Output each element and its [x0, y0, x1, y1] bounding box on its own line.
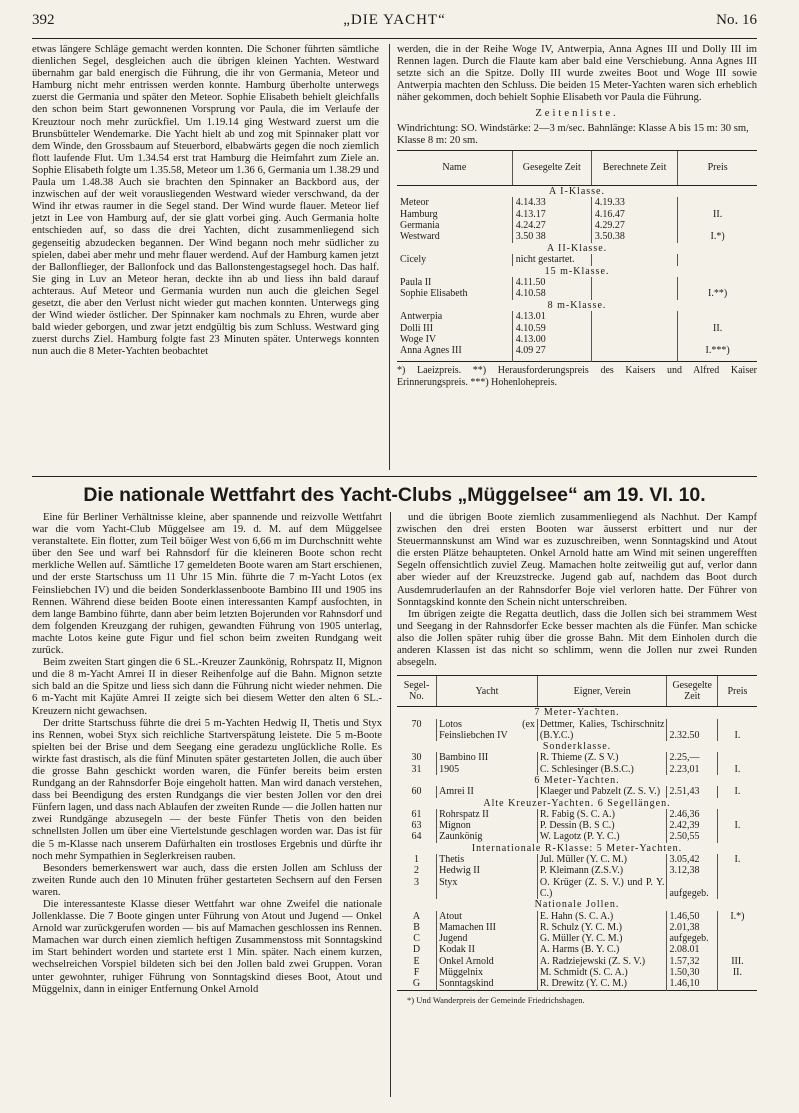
table-cell: Dettmer, Kalies, Tschirschnitz (B.Y.C.)	[537, 719, 667, 742]
column-divider-bottom	[390, 512, 391, 1097]
table-cell	[678, 311, 757, 322]
table-cell: Lotos (ex Feinsliebchen IV	[437, 719, 538, 742]
table-cell: D	[412, 944, 421, 956]
table-cell: 3	[414, 876, 420, 888]
table-row	[397, 831, 757, 842]
table-cell: E. Hahn (S. C. A.)	[537, 911, 667, 922]
table-cell	[717, 831, 757, 842]
paragraph: werden, die in der Reihe Woge IV, Antwerpia, Anna Agnes III und Dolly III im Rennen lagen. Durch die Flaute kam aber bald eine Verschiebung. Anna Agnes III setzte sich an die Spitze. Dolly III wurde zweites Boot und Woge III sowie Antwerpia machten den Schluss. Die beiden 15 Meter-Yachten waren sich erheblich näher gekommen, doch behielt Sophie Elisabeth vor Paula die Führung.	[397, 44, 757, 104]
table-cell: Bambino III	[437, 752, 538, 763]
table-cell: A. Harms (B. Y. C.)	[537, 944, 667, 955]
table-row	[397, 288, 757, 299]
table-cell: G	[412, 978, 421, 990]
table-row	[397, 967, 757, 978]
article-column-top-right	[397, 44, 757, 389]
table-row	[397, 944, 757, 955]
table-row	[397, 809, 757, 820]
page-header	[32, 10, 757, 34]
table-cell	[591, 323, 677, 334]
paragraph: Im übrigen zeigte die Regatta deutlich, dass die Jollen sich bei strammem West und Seegang in der Rahnsdorfer Ecke besser machten als die Fünfer. Man schicke also die Jollen später ruhig über die grosse Bahn. Mit dem Einholen durch die anderen Klassen ist das nicht so schlimm, wenn die Jollen nur zwei Runden absegeln.	[397, 608, 757, 669]
table-cell	[717, 752, 757, 763]
table-cell: A. Radziejewski (Z. S. V.)	[537, 956, 667, 967]
table-cell: Mignon	[437, 820, 538, 831]
class-label: 15 m-Klasse.	[544, 265, 610, 277]
table-cell: II.	[678, 323, 757, 334]
table-cell: Woge IV	[400, 334, 437, 346]
table-cell	[717, 922, 757, 933]
column-header: Yacht	[437, 676, 538, 707]
table-cell: nicht gestartet.	[512, 254, 591, 265]
table-cell: 4.10.58	[512, 288, 591, 299]
table-row	[397, 786, 757, 797]
table-cell: 4.10.59	[512, 323, 591, 334]
issue-number: No. 16	[716, 12, 757, 28]
table-cell: 2.42,39	[667, 820, 717, 831]
table-row	[397, 933, 757, 944]
table-cell: III.	[717, 956, 757, 967]
table-row	[397, 877, 757, 900]
article-column-top-left	[32, 44, 379, 358]
table-cell: Cicely	[400, 254, 427, 266]
table-cell: 2.46,36	[667, 809, 717, 820]
table-cell: Zaunkönig	[437, 831, 538, 842]
section-rule	[32, 476, 757, 477]
table-cell: Amrei II	[437, 786, 538, 797]
article-headline: Die nationale Wettfahrt des Yacht-Clubs „Müggelsee“ am 19. VI. 10.	[83, 484, 706, 506]
table-2-footnote: *) Und Wanderpreis der Gemeinde Friedrichshagen.	[407, 994, 585, 1005]
table-cell: 2.50,55	[667, 831, 717, 842]
article-column-bottom-right	[397, 512, 757, 1006]
table-cell: Hamburg	[400, 208, 438, 220]
table-cell	[591, 254, 677, 265]
table-cell: Kodak II	[437, 944, 538, 955]
results-table-2	[397, 675, 757, 990]
table-cell: O. Krüger (Z. S. V.) und P. Y. C.)	[537, 877, 667, 900]
article-column-bottom-left	[32, 512, 382, 996]
table-1-footnote: *) Laeizpreis. **) Herausforderungspreis des Kaisers und Alfred Kaiser Erinnerungspreis. ***) Hohenlohepreis.	[397, 364, 757, 388]
table-cell	[717, 944, 757, 955]
table-cell: 2.32.50	[667, 719, 717, 742]
table-cell: 64	[411, 831, 422, 843]
table-cell: Jugend	[437, 933, 538, 944]
table-cell	[591, 311, 677, 322]
table-cell: 4.13.01	[512, 311, 591, 322]
table-row	[397, 323, 757, 334]
table-cell: 1.46,10	[667, 978, 717, 990]
table-cell: 3.12,38	[667, 865, 717, 876]
table-cell	[717, 877, 757, 900]
page-number: 392	[32, 12, 55, 28]
table-row	[397, 956, 757, 967]
column-header: Name	[397, 150, 512, 185]
table-cell: Atout	[437, 911, 538, 922]
table-cell	[591, 277, 677, 288]
class-label: Alte Kreuzer-Yachten. 6 Segellängen.	[483, 797, 671, 809]
table-cell: Mamachen III	[437, 922, 538, 933]
table-row	[397, 719, 757, 742]
table-cell: Westward	[400, 231, 440, 243]
table-cell: F	[413, 967, 420, 979]
table-cell	[678, 254, 757, 265]
table-row	[397, 865, 757, 876]
table-cell: 1.50,30	[667, 967, 717, 978]
paragraph: und die übrigen Boote ziemlich zusammenliegend als Nachhut. Der Kampf zwischen den drei ersten Booten war äusserst erbittert und nur der Steuermannskunst am Wind war es zuzuschreiben, wenn Sonntagskind und Atout die ersten Plätze behaupteten. Onkel Arnold hatte am Wind mit seinen ungerefften Segeln offensichtlich zuviel Zeug. Mamachen holte zeitweilig gut auf, verlor dann aber wieder auf der Kreuzstrecke. Jugend gab auf, nachdem das Boot durch Ausdemruderlaufen an der Rahnsdorfer Boje viel verloren hatte. Der Führer von Sonntagskind konnte den Schein nicht unterschreiben.	[397, 512, 757, 608]
table-cell: Jul. Müller (Y. C. M.)	[537, 854, 667, 865]
table-cell: I.***)	[678, 345, 757, 361]
table-cell	[717, 933, 757, 944]
table-cell: Klaeger und Pabzelt (Z. S. V.)	[537, 786, 667, 797]
table-row	[397, 220, 757, 231]
table-cell: 3.50 38	[512, 231, 591, 242]
table-row	[397, 854, 757, 865]
column-header: Preis	[678, 150, 757, 185]
column-header: Berechnete Zeit	[591, 150, 677, 185]
table-cell: Antwerpia	[400, 311, 443, 323]
class-label: A I-Klasse.	[549, 185, 605, 197]
table-cell: 2.23,01	[667, 764, 717, 775]
table-cell	[591, 345, 677, 361]
column-header: Preis	[717, 676, 757, 707]
table-row	[397, 752, 757, 763]
class-label: A II-Klasse.	[546, 242, 608, 254]
table-cell: Anna Agnes III	[400, 345, 462, 357]
table-cell: M. Schmidt (S. C. A.)	[537, 967, 667, 978]
table-cell: Germania	[400, 219, 440, 231]
table-cell: 2.08.01	[667, 944, 717, 955]
column-header: Gesegelte Zeit	[512, 150, 591, 185]
table-row	[397, 978, 757, 990]
zeitenliste-title: Zeitenliste.	[535, 108, 619, 120]
table-cell	[591, 288, 677, 299]
journal-title: „DIE YACHT“	[343, 12, 446, 28]
table-cell: I.**)	[678, 288, 757, 299]
table-row	[397, 209, 757, 220]
table-cell: I.	[717, 764, 757, 775]
table-cell	[678, 220, 757, 231]
table-cell: C. Schlesinger (B.S.C.)	[537, 764, 667, 775]
table-row	[397, 345, 757, 361]
class-label: 7 Meter-Yachten.	[534, 707, 620, 719]
table-cell: I.	[717, 786, 757, 797]
table-cell: 2.01,38	[667, 922, 717, 933]
paragraph: Eine für Berliner Verhältnisse kleine, aber spannende und reizvolle Wettfahrt war die vom Yacht-Club Müggelsee am 19. d. M. auf dem Müggelsee veranstaltete. Ein flotter, zum Teil böiger West von 6,66 m im Durchschnitt wehte über den See und warf bei Rahnsdorf für die kleineren Boote schon recht merkliche Wellen auf. Sämtliche 17 gemeldeten Boote waren am Start erschienen, und der erste Startschuss um 11 Uhr 15 Min. führte die 7 m-Yacht Lotos (ex Feinsliebchen IV) und die beiden Sonderklassenboote Bambino III und 1905 ins Rennen. Während diese beiden Boote einen interessanten Kampf ausfochten, in dem lange Bambino führte, dann aber beim letzten Bojerunden vor Rahnsdorf und dem folgenden Kreuzgang der ruhigen, gewandten Führung von 1905 unterlag, machte Lotos keine gute Figur und fiel schon beim zweiten Rundgang weit zurück.	[32, 512, 382, 657]
table-cell: Dolli III	[400, 322, 434, 334]
table-cell: 2.51,43	[667, 786, 717, 797]
table-cell	[678, 197, 757, 208]
table-cell	[717, 865, 757, 876]
table-cell: Paula II	[400, 277, 432, 288]
wind-line: Windrichtung: SO. Windstärke: 2—3 m/sec. Bahnlänge: Klasse A bis 15 m: 30 sm, Klasse 8 m: 20 sm.	[397, 122, 749, 146]
table-cell: 70	[411, 718, 422, 730]
table-cell: 1	[414, 854, 420, 866]
class-label: Nationale Jollen.	[534, 899, 620, 911]
table-cell	[678, 334, 757, 345]
table-row	[397, 277, 757, 288]
table-cell: II.	[717, 967, 757, 978]
table-cell: 63	[411, 820, 422, 832]
table-cell: Sophie Elisabeth	[400, 288, 468, 300]
table-cell: 4.09 27	[512, 345, 591, 361]
table-cell: 1.46,50	[667, 911, 717, 922]
table-cell	[717, 809, 757, 820]
class-label: 8 m-Klasse.	[547, 299, 607, 311]
table-cell: 3.05,42	[667, 854, 717, 865]
table-cell: C	[413, 933, 420, 945]
table-cell	[591, 334, 677, 345]
table-cell: 31	[411, 763, 422, 775]
paragraph: Die interessanteste Klasse dieser Wettfahrt war ohne Zweifel die nationale Jollenklasse. Die 7 Boote gingen unter Führung von Atout und Jugend — Onkel Arnold war zurückgerufen worden — bis auf Mamachen geschlossen ins Rennen. Mamachen war durch einen ziemlich heftigen Zusammenstoss mit Sonntagskind im Start behindert worden und startete erst 1 Min. später. Nach einem kurzen, wechselreichen Vorspiel bildeten sich bei den Jollen bald zwei Gruppen. Voran unter gewohnter, ruhiger Führung von Sonntagskind dieses Boot, Atout und Müggelnix, dann in einiger Entfernung Onkel Arnold	[32, 899, 382, 995]
table-cell: 4.11.50	[512, 277, 591, 288]
table-cell: 4.29.27	[591, 220, 677, 231]
table-row	[397, 764, 757, 775]
table-cell: I.	[717, 719, 757, 742]
table-cell: Meteor	[400, 197, 429, 209]
table-cell: aufgegeb.	[667, 877, 717, 900]
table-cell: I.*)	[717, 911, 757, 922]
table-cell: 1905	[437, 764, 538, 775]
table-cell: R. Thieme (Z. S V.)	[537, 752, 667, 763]
table-cell: R. Drewitz (Y. C. M.)	[537, 978, 667, 990]
table-cell: 4.19.33	[591, 197, 677, 208]
table-cell: aufgegeb.	[667, 933, 717, 944]
table-cell: Rohrspatz II	[437, 809, 538, 820]
table-cell	[678, 277, 757, 288]
table-cell: 4.14.33	[512, 197, 591, 208]
table-cell: 61	[411, 808, 422, 820]
table-cell: 4.24.27	[512, 220, 591, 231]
table-cell: R. Fabig (S. C. A.)	[537, 809, 667, 820]
table-row	[397, 231, 757, 242]
table-row	[397, 254, 757, 265]
table-cell: 30	[411, 752, 422, 764]
table-row	[397, 911, 757, 922]
table-cell: 1.57,32	[667, 956, 717, 967]
table-cell: Thetis	[437, 854, 538, 865]
table-cell: Müggelnix	[437, 967, 538, 978]
paragraph: Besonders bemerkenswert war auch, dass die ersten Jollen am Schluss der zweiten Runde auch den 10 Minuten früher gestarteten Sechsern auf den Fersen waren.	[32, 862, 382, 898]
table-cell: 4.16.47	[591, 209, 677, 220]
table-cell: G. Müller (Y. C. M.)	[537, 933, 667, 944]
paragraph: Beim zweiten Start gingen die 6 SL.-Kreuzer Zaunkönig, Rohrspatz II, Mignon und die 8 m-Yacht Amrei II in dieser Reihenfolge auf die Bahn. Mignon setzte sich bald an die Spitze und liess sich dann die Führung nicht wieder nehmen. Die 6 m-Yacht mit Kajüte Amrei II zeigte sich bei diesem Wetter den alten 6 SL.-Kreuzern nicht gewachsen.	[32, 657, 382, 717]
table-row	[397, 922, 757, 933]
table-row	[397, 820, 757, 831]
paragraph: Der dritte Startschuss führte die drei 5 m-Yachten Hedwig II, Thetis und Styx ins Rennen, wobei Styx sich reichliche Startverspätung leistete. Die 5 m-Boote spielten bei der Brise und dem Seegang eine geradezu unglückliche Rolle. Es wirkte fast drastisch, als die fünf Minuten später gestarteten Jollen, die auch über die grosse Bahn geschickt worden waren, die Fünfer bereits beim ersten Rundgang an der Rahnsdorfer Boje eingeholt hatten. Man wird danach verstehen, dass bei Beendigung des ersten Rundgangs die vier besten Jollen vor den drei Fünfern lagen, und dass nach Ablaufen der zweiten Runde — die Jollen hatten nur zwei Rundgänge abzusegeln — der beste Fünfer Thetis von den beiden schnellsten Jollen um über eine Viertelstunde geschlagen worden war. Das ist für die 5 m-Klasse nach unserem Dafürhalten ein trostloses Ergebnis und dürfte ihr noch mehr Sympathien in Seglerkreisen rauben.	[32, 717, 382, 862]
table-cell: Hedwig II	[437, 865, 538, 876]
class-label: 6 Meter-Yachten.	[534, 775, 620, 786]
table-cell: 3.50.38	[591, 231, 677, 242]
header-rule	[32, 38, 757, 39]
table-cell: Onkel Arnold	[437, 956, 538, 967]
table-cell: B	[413, 921, 420, 933]
table-cell: A	[412, 910, 421, 922]
table-row	[397, 334, 757, 345]
table-cell: 2	[414, 865, 420, 877]
table-row	[397, 311, 757, 322]
table-cell: R. Schulz (Y. C. M.)	[537, 922, 667, 933]
table-cell: 2.25,—	[667, 752, 717, 763]
table-cell: I.	[717, 820, 757, 831]
table-cell: W. Lagotz (P. Y. C.)	[537, 831, 667, 842]
results-table-1	[397, 150, 757, 362]
table-cell: 60	[411, 786, 422, 798]
table-cell: Sonntagskind	[437, 978, 538, 990]
table-cell: I.*)	[678, 231, 757, 242]
column-header: Segel-No.	[397, 676, 437, 707]
table-cell: II.	[678, 209, 757, 220]
column-divider-top	[389, 44, 390, 470]
table-cell	[717, 978, 757, 990]
column-header: Gesegelte Zeit	[667, 676, 717, 707]
column-header: Eigner, Verein	[537, 676, 667, 707]
table-cell: Styx	[437, 877, 538, 900]
class-label: Sonderklasse.	[542, 741, 612, 753]
table-cell: P. Kleimann (Z.S.V.)	[537, 865, 667, 876]
table-cell: 4.13.00	[512, 334, 591, 345]
table-cell: E	[413, 955, 420, 967]
table-cell: P. Dessin (B. S C.)	[537, 820, 667, 831]
table-row	[397, 197, 757, 208]
table-cell: I.	[717, 854, 757, 865]
class-label: Internationale R-Klasse: 5 Meter-Yachten.	[471, 842, 683, 854]
table-cell: 4.13.17	[512, 209, 591, 220]
paragraph: etwas längere Schläge gemacht werden konnten. Die Schoner führten sämtliche dienlichen Segel, desgleichen auch die übrigen kleinen Yachten. Westward übernahm gar bald energisch die Führung, die ihr von Germania, Meteor und Hamburg nicht mehr entrissen werden konnte. Hamburg überholte unterwegs zuerst die Germania und später den Meteor. Sophie Elisabeth behielt gleichfalls den schon beim Start gewonnenen Vorsprung vor Paula, die im Verlaufe der Kreuztour noch mehr zurückfiel. Um 1.19.14 ging Westward zuerst um die Brunsbütteler Wendemarke. Die Yacht hielt ab und zog mit Spinnaker platt vor dem Winde, den Grossbaum auf Steuerbord, elbabwärts gegen die noch ziemlich flott laufende Flut. Um 1.34.54 erst trat Hamburg die Heimfahrt zum Ziele an. Sophie Elisabeth folgte um 1.35.58, Meteor um 1.36 6, Germania um 1.38.29 und Paula um 1.48.38 Auch sie brachten den Spinnaker an Backbord aus, der inzwischen auf der weit vorausliegenden Westward wieder verschwand, da der Wind ihr etwas raumer in die Segel stand. Der Wind wurde flauer. Meteor lief jetzt in Lee von Hamburg auf, der sie glatt vorbei ging. Auch Germania holte entschieden auf, so dass die drei Yachten, dicht zusammenliegend sich gegenseitig abzudecken begannen. Der Wind begann noch mehr südlicher zu spielen, dabei aber mehr und mehr flauer werdend. Auf der Hamburg kamen jetzt der Ballonflieger, der Ballonfock und das Ballonstengestagsegel hoch. Das half. Sie ging in Luv an Meteor heran, deckte ihn ab und liess ihn bald darauf achteraus. Auf Meteor und Germania wurden nun auch die gleichen Segel gesetzt, die aber den Verlust nicht wieder gut machen konnten. Unterwegs ging der Wind wieder östlicher. Der Spinnaker kam nochmals zu Ehren, wurde aber bald wieder geborgen, und zwar jetzt endgültig bis zum Schluss. Westward ging zuerst durchs Ziel. Hamburg folgte fast 23 Minuten später. Unterwegs konnten nun auch die 8 Meter-Yachten beobachtet	[32, 44, 379, 358]
